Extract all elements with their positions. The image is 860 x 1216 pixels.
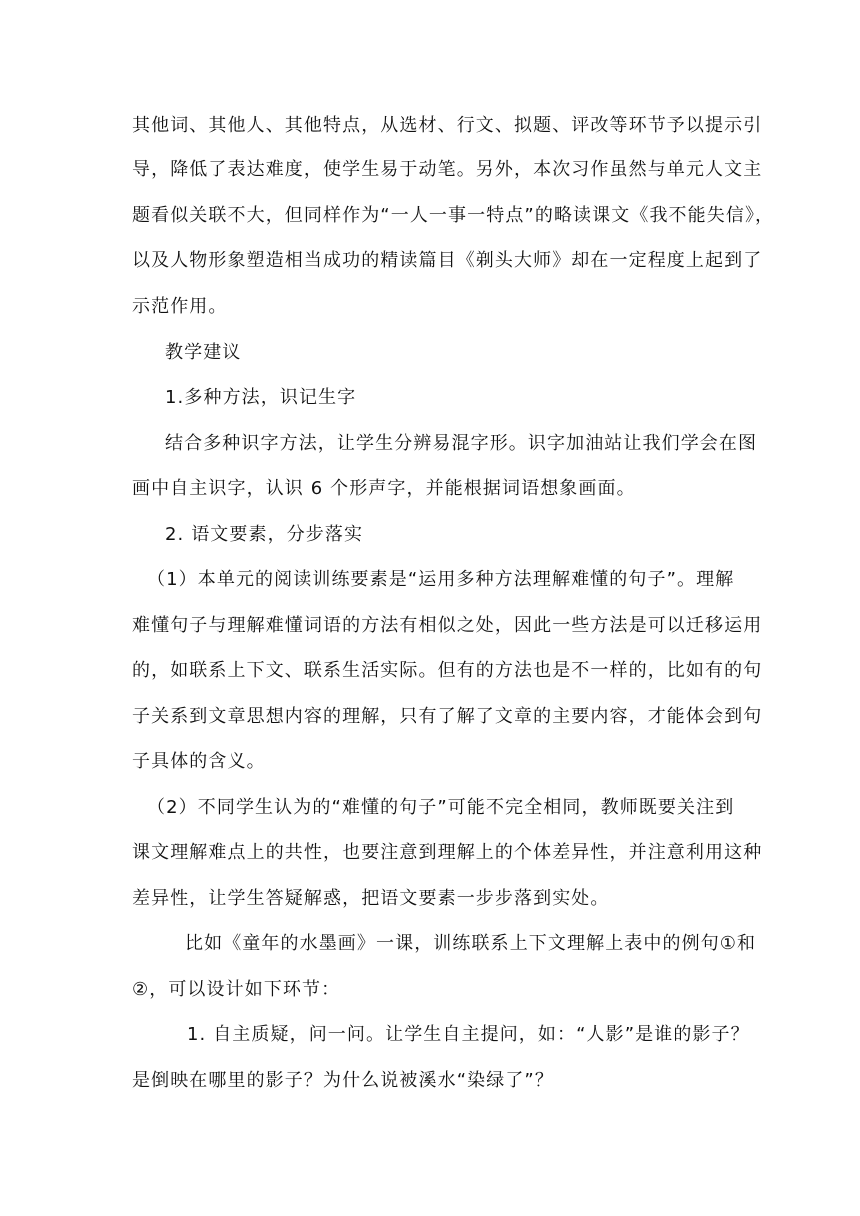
text-line: 题看似关联不大，但同样作为“一人一事一特点”的略读课文《我不能失信》， [132, 205, 775, 226]
paragraph-line: 子具体的含义。 [132, 751, 266, 772]
subheading: 2. 语文要素，分步落实 [165, 524, 364, 545]
paragraph-line: 子关系到文章思想内容的理解，只有了解了文章的主要内容，才能体会到句 [132, 706, 763, 727]
subheading: 1.多种方法，识记生字 [165, 387, 357, 408]
paragraph-line: 难懂句子与理解难懂词语的方法有相似之处，因此一些方法是可以迁移运用 [132, 615, 763, 636]
text-line: 导，降低了表达难度，使学生易于动笔。另外，本次习作虽然与单元人文主 [132, 159, 763, 180]
text-line: 其他词、其他人、其他特点，从选材、行文、拟题、评改等环节予以提示引 [132, 115, 763, 136]
paragraph-line: （2）不同学生认为的“难懂的句子”可能不完全相同，教师既要关注到 [147, 797, 735, 818]
paragraph-line: 画中自主识字，认识 6 个形声字，并能根据词语想象画面。 [132, 478, 636, 499]
paragraph-line: ②，可以设计如下环节： [132, 979, 341, 1000]
paragraph-line: 1. 自主质疑，问一问。让学生自主提问，如：“人影”是谁的影子？ [187, 1024, 750, 1045]
paragraph-line: 差异性，让学生答疑解惑，把语文要素一步步落到实处。 [132, 888, 610, 909]
paragraph-line: 课文理解难点上的共性，也要注意到理解上的个体差异性，并注意利用这种 [132, 842, 763, 863]
paragraph-line: （1）本单元的阅读训练要素是“运用多种方法理解难懂的句子”。理解 [147, 569, 735, 590]
text-line: 示范作用。 [132, 296, 228, 317]
paragraph-line: 是倒映在哪里的影子？为什么说被溪水“染绿了”？ [132, 1070, 554, 1091]
paragraph-line: 的，如联系上下文、联系生活实际。但有的方法也是不一样的，比如有的句 [132, 660, 763, 681]
section-heading: 教学建议 [165, 342, 242, 363]
text-line: 以及人物形象塑造相当成功的精读篇目《剃头大师》却在一定程度上起到了 [132, 250, 763, 271]
paragraph-line: 结合多种识字方法，让学生分辨易混字形。识字加油站让我们学会在图 [165, 433, 758, 454]
paragraph-line: 比如《童年的水墨画》一课，训练联系上下文理解上表中的例句①和 [185, 933, 757, 954]
